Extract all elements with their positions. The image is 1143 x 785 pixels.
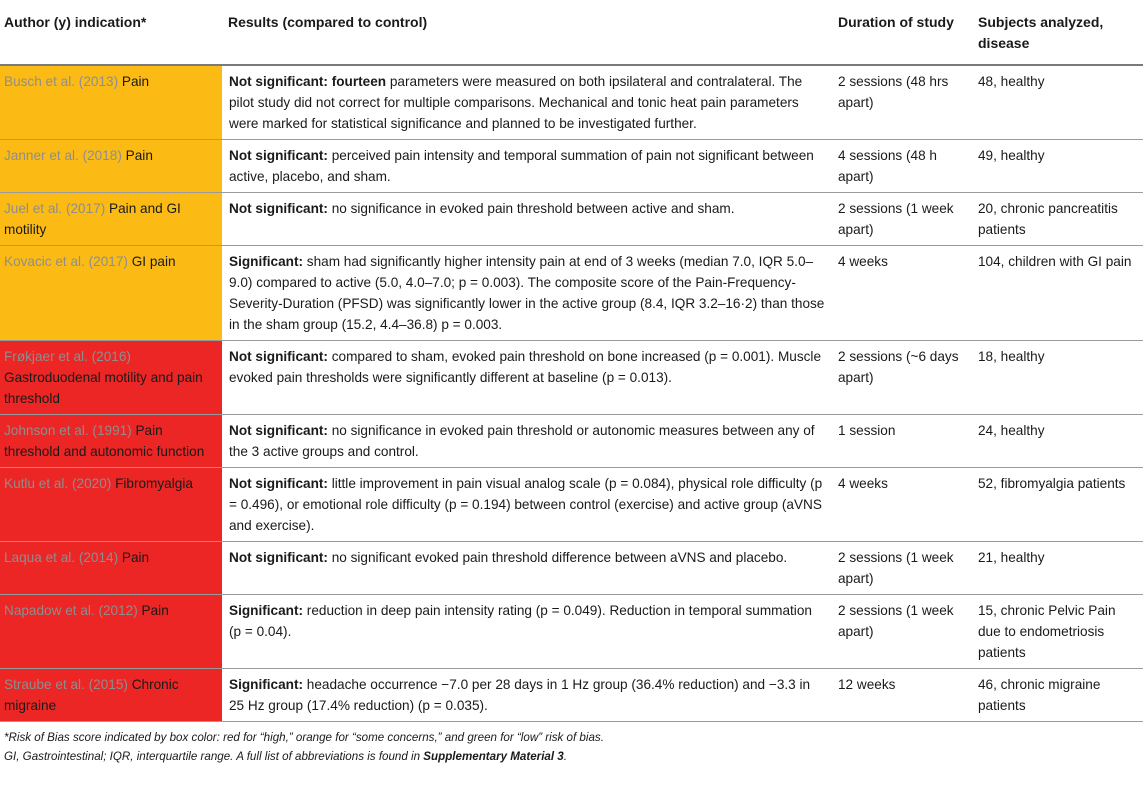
supplementary-link[interactable]: Supplementary Material 3 [423,750,564,763]
author-cell [0,542,222,595]
results-cell [222,595,832,669]
significance-label: Not significant: [229,74,328,89]
author-cell [0,415,222,468]
table-row [0,140,1143,193]
results-text: reduction in deep pain intensity rating (p = 0.049). Reduction in temporal summation (p = 0.04). [229,603,812,639]
significance-label: Not significant: [229,550,328,565]
table-row [0,65,1143,140]
header-results: Results (compared to control) [222,0,832,65]
results-cell [222,65,832,140]
subjects-cell: 18, healthy [972,341,1143,415]
footnote-abbrev-text: GI, Gastrointestinal; IQR, interquartile range. A full list of abbreviations is found in [4,750,424,763]
author-indication: Gastroduodenal motility and pain threshold [4,370,203,406]
results-text: sham had significantly higher intensity pain at end of 3 weeks (median 7.0, IQR 5.0–9.0) compared to active (5.0, 4.0–7.0; p = 0.003). The composite score of the Pain-Frequency-Severity-Duration (PFSD) was significantly lower in the active group (8.4, IQR 3.2–16·2) than those in the sham group (15.2, 4.4–36.8) p = 0.003. [229,254,825,332]
results-text: parameters were measured on both ipsilateral and contralateral. The pilot study did not correct for multiple comparisons. Mechanical and tonic heat pain parameters were marked for statistical significance and planned to be investigated further. [229,74,803,131]
author-cell [0,595,222,669]
author-name[interactable]: Kutlu et al. (2020) [4,476,112,491]
author-cell [0,468,222,542]
author-name[interactable]: Laqua et al. (2014) [4,550,119,565]
author-cell [0,193,222,246]
footnote-period: . [563,750,567,763]
header-duration: Duration of study [832,0,972,65]
results-cell [222,193,832,246]
results-cell [222,341,832,415]
subjects-cell: 49, healthy [972,140,1143,193]
table-row [0,246,1143,341]
author-name[interactable]: Napadow et al. (2012) [4,603,138,618]
author-cell [0,140,222,193]
significance-label: Not significant: [229,148,328,163]
author-name[interactable]: Busch et al. (2013) [4,74,119,89]
duration-cell: 2 sessions (1 week apart) [832,595,972,669]
results-text: headache occurrence −7.0 per 28 days in 1 Hz group (36.4% reduction) and −3.3 in 25 Hz group (17.4% reduction) (p = 0.035). [229,677,811,713]
author-indication: Pain [118,74,150,89]
significance-label: Not significant: [229,423,328,438]
significance-label: Significant: [229,603,304,618]
results-text: little improvement in pain visual analog scale (p = 0.084), physical role difficulty (p = 0.496), or emotional role difficulty (p = 0.194) between control (exercise) and active group (aVNS and exercise). [229,476,823,533]
duration-cell: 12 weeks [832,669,972,722]
author-indication: Pain [137,603,169,618]
significance-label: Not significant: [229,349,328,364]
table-row [0,341,1143,415]
subjects-cell: 15, chronic Pelvic Pain due to endometriosis patients [972,595,1143,669]
duration-cell: 2 sessions (48 hrs apart) [832,65,972,140]
duration-cell: 1 session [832,415,972,468]
author-indication: Fibromyalgia [111,476,193,491]
significance-label: Not significant: [229,201,328,216]
table-body [0,65,1143,722]
subjects-cell: 52, fibromyalgia patients [972,468,1143,542]
author-cell [0,246,222,341]
author-name[interactable]: Johnson et al. (1991) [4,423,132,438]
author-indication: GI pain [127,254,176,269]
results-cell [222,246,832,341]
duration-cell: 2 sessions (1 week apart) [832,542,972,595]
results-text: no significant evoked pain threshold difference between aVNS and placebo. [327,550,788,565]
author-cell [0,669,222,722]
table-row [0,542,1143,595]
author-indication: Pain threshold and autonomic function [4,423,205,459]
author-name[interactable]: Janner et al. (2018) [4,148,122,163]
table-row [0,415,1143,468]
duration-cell: 4 sessions (48 h apart) [832,140,972,193]
duration-cell: 4 weeks [832,468,972,542]
results-cell [222,542,832,595]
footnote-abbreviations [4,747,1139,766]
results-text: no significance in evoked pain threshold between active and sham. [327,201,735,216]
table-row [0,193,1143,246]
subjects-cell: 48, healthy [972,65,1143,140]
results-cell [222,669,832,722]
author-cell [0,65,222,140]
table-header [0,0,1143,65]
results-text: perceived pain intensity and temporal summation of pain not significant between active, placebo, and sham. [229,148,814,184]
subjects-cell: 104, children with GI pain [972,246,1143,341]
author-indication: Chronic migraine [4,677,179,713]
duration-cell: 2 sessions (1 week apart) [832,193,972,246]
table-row [0,468,1143,542]
subjects-cell: 46, chronic migraine patients [972,669,1143,722]
table-row [0,669,1143,722]
table-footnote [0,722,1143,766]
author-cell [0,341,222,415]
results-text: compared to sham, evoked pain threshold on bone increased (p = 0.001). Muscle evoked pain thresholds were significantly different at baseline (p = 0.013). [229,349,822,385]
footnote-risk-of-bias: *Risk of Bias score indicated by box color: red for “high,” orange for “some concerns,” and green for “low” risk of bias. [4,731,604,744]
author-indication: Pain [121,148,153,163]
header-author: Author (y) indication* [0,0,222,65]
header-subjects: Subjects analyzed, disease [972,0,1143,65]
author-name[interactable]: Juel et al. (2017) [4,201,106,216]
author-name[interactable]: Kovacic et al. (2017) [4,254,128,269]
author-indication: Pain and GI motility [4,201,181,237]
subjects-cell: 21, healthy [972,542,1143,595]
results-cell [222,140,832,193]
duration-cell: 2 sessions (~6 days apart) [832,341,972,415]
results-cell [222,468,832,542]
results-cell [222,415,832,468]
subjects-cell: 24, healthy [972,415,1143,468]
significance-extra: fourteen [327,74,387,89]
duration-cell: 4 weeks [832,246,972,341]
significance-label: Not significant: [229,476,328,491]
significance-label: Significant: [229,254,304,269]
author-indication: Pain [118,550,150,565]
significance-label: Significant: [229,677,304,692]
author-name[interactable]: Straube et al. (2015) [4,677,128,692]
author-name[interactable]: Frøkjaer et al. (2016) [4,349,131,364]
table-row [0,595,1143,669]
header-row [0,0,1143,65]
subjects-cell: 20, chronic pancreatitis patients [972,193,1143,246]
results-text: no significance in evoked pain threshold or autonomic measures between any of the 3 active groups and control. [229,423,815,459]
